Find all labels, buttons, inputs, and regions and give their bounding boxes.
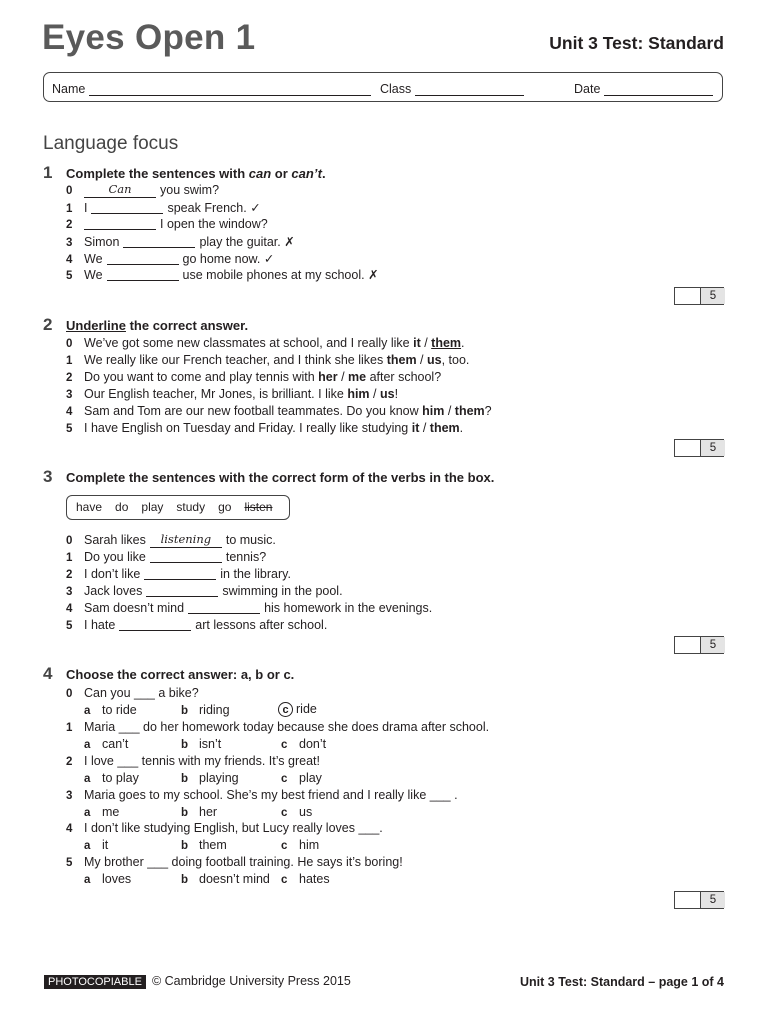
unit-title: Unit 3 Test: Standard	[549, 33, 724, 53]
box-word: do	[115, 500, 129, 514]
box-word: study	[176, 500, 206, 514]
q3-item: 5 I hate art lessons after school.	[66, 618, 328, 632]
option-a[interactable]: a loves	[84, 872, 132, 886]
class-line[interactable]	[415, 83, 524, 96]
q2-item: 2 Do you want to come and play tennis with her / me after school?	[66, 370, 442, 384]
question-2-instruction: Underline the correct answer.	[66, 318, 249, 333]
q2-item: 3 Our English teacher, Mr Jones, is brilliant. I like him / us!	[66, 387, 399, 401]
answer-blank[interactable]	[150, 550, 222, 563]
score-total: 5	[700, 288, 725, 304]
option-c[interactable]: c hates	[281, 872, 330, 886]
date-field[interactable]	[574, 82, 713, 96]
q2-item: 5 I have English on Tuesday and Friday. I really like studying it / them.	[66, 421, 464, 435]
option-c[interactable]: c him	[281, 838, 320, 852]
box-word: go	[218, 500, 232, 514]
student-info-box	[43, 72, 723, 102]
class-field[interactable]	[380, 82, 524, 96]
option-b[interactable]: them	[429, 421, 460, 435]
answer-blank[interactable]	[119, 618, 191, 631]
check-mark-icon: ✓	[250, 201, 261, 215]
copyright-text: © Cambridge University Press 2015	[151, 974, 351, 988]
q3-item: 0 Sarah likes listening to music.	[66, 532, 276, 547]
option-a[interactable]: a to ride	[84, 703, 137, 717]
brand-title: Eyes Open 1	[42, 18, 256, 57]
footer-copyright	[44, 974, 351, 988]
answer-blank[interactable]	[107, 268, 179, 281]
option-c[interactable]: c play	[281, 771, 322, 785]
answer-blank[interactable]	[188, 601, 260, 614]
q1-item: 5 We use mobile phones at my school. ✗	[66, 268, 379, 282]
option-a[interactable]: a it	[84, 838, 109, 852]
date-label: Date	[574, 82, 601, 96]
box-word: have	[76, 500, 103, 514]
date-line[interactable]	[604, 83, 713, 96]
q4-score-box[interactable]	[674, 891, 724, 909]
q1-score-box[interactable]	[674, 287, 724, 305]
q1-item: 2 I open the window?	[66, 217, 268, 231]
q1-item: 1 I speak French. ✓	[66, 201, 261, 215]
option-c[interactable]: c don’t	[281, 737, 327, 751]
check-mark-icon: ✓	[263, 252, 275, 266]
q2-item: 0 We’ve got some new classmates at school, and I really like it / them.	[66, 336, 465, 350]
q2-item: 4 Sam and Tom are our new football teammates. Do you know him / them?	[66, 404, 492, 418]
option-b[interactable]: b isn’t	[181, 737, 222, 751]
q3-item: 2 I don’t like in the library.	[66, 567, 291, 581]
option-a[interactable]: a can’t	[84, 737, 129, 751]
q4-question: 0 Can you ___ a bike?	[66, 686, 199, 700]
q2-item: 1 We really like our French teacher, and I think she likes them / us, too.	[66, 353, 470, 367]
q3-item: 3 Jack loves swimming in the pool.	[66, 584, 343, 598]
box-word: play	[141, 500, 164, 514]
name-label: Name	[52, 82, 86, 96]
answer-blank[interactable]	[144, 567, 216, 580]
option-a[interactable]: them	[386, 353, 417, 367]
answer-blank[interactable]	[91, 201, 163, 214]
score-total: 5	[700, 637, 725, 653]
answer-circle-icon: c	[278, 702, 293, 717]
class-label: Class	[380, 82, 412, 96]
section-heading: Language focus	[43, 133, 179, 154]
option-a[interactable]: a to play	[84, 771, 139, 785]
option-c-selected[interactable]: c ride	[281, 702, 317, 717]
score-total: 5	[700, 892, 725, 908]
verb-word-box	[66, 495, 290, 520]
name-field[interactable]	[52, 82, 371, 96]
box-word-used: listen	[244, 500, 273, 514]
q4-question: 3 Maria goes to my school. She’s my best friend and I really like ___ .	[66, 788, 458, 802]
option-a[interactable]: him	[347, 387, 370, 401]
option-b[interactable]: us	[427, 353, 442, 367]
q3-score-box[interactable]	[674, 636, 724, 654]
q4-question: 1 Maria ___ do her homework today because she does drama after school.	[66, 720, 490, 734]
option-b[interactable]: them	[454, 404, 485, 418]
question-4-number: 4	[43, 664, 53, 683]
option-b[interactable]: b riding	[181, 703, 230, 717]
q3-item: 1 Do you like tennis?	[66, 550, 267, 564]
option-c[interactable]: c us	[281, 805, 313, 819]
name-line[interactable]	[89, 83, 371, 96]
q3-item: 4 Sam doesn’t mind his homework in the evenings.	[66, 601, 433, 615]
question-2-number: 2	[43, 315, 53, 334]
option-b[interactable]: b playing	[181, 771, 239, 785]
page-indicator: Unit 3 Test: Standard – page 1 of 4	[520, 975, 724, 989]
q1-item: 3 Simon play the guitar. ✗	[66, 235, 295, 249]
answer-blank: listening	[150, 535, 222, 548]
q4-question: 4 I don’t like studying English, but Lucy really loves ___.	[66, 821, 383, 835]
answer-blank[interactable]	[146, 584, 218, 597]
option-b[interactable]: b her	[181, 805, 218, 819]
question-3-instruction: Complete the sentences with the correct form of the verbs in the box.	[66, 470, 495, 485]
answer-blank[interactable]	[84, 217, 156, 230]
cross-mark-icon: ✗	[284, 235, 295, 249]
option-a[interactable]: her	[318, 370, 338, 384]
question-1-number: 1	[43, 163, 53, 182]
q1-item: 4 We go home now. ✓	[66, 252, 275, 266]
q1-item: 0 Can you swim?	[66, 182, 220, 197]
question-3-number: 3	[43, 467, 53, 486]
question-1-instruction: Complete the sentences with can or can’t.	[66, 166, 326, 181]
answer-blank: Can	[84, 185, 156, 198]
question-4-instruction: Choose the correct answer: a, b or c.	[66, 667, 295, 682]
q2-score-box[interactable]	[674, 439, 724, 457]
cross-mark-icon: ✗	[368, 268, 379, 282]
score-total: 5	[700, 440, 725, 456]
option-b[interactable]: us	[379, 387, 395, 401]
option-b[interactable]: b doesn’t mind	[181, 872, 270, 886]
q4-question: 2 I love ___ tennis with my friends. It’s great!	[66, 754, 320, 768]
option-b[interactable]: b them	[181, 838, 227, 852]
photocopiable-badge: PHOTOCOPIABLE	[44, 975, 146, 989]
answer-blank[interactable]	[123, 235, 195, 248]
option-b[interactable]: me	[348, 370, 367, 384]
answer-blank[interactable]	[107, 252, 179, 265]
option-a[interactable]: it	[411, 421, 420, 435]
option-a[interactable]: a me	[84, 805, 120, 819]
option-a[interactable]: him	[422, 404, 445, 418]
q4-question: 5 My brother ___ doing football training. He says it’s boring!	[66, 855, 403, 869]
